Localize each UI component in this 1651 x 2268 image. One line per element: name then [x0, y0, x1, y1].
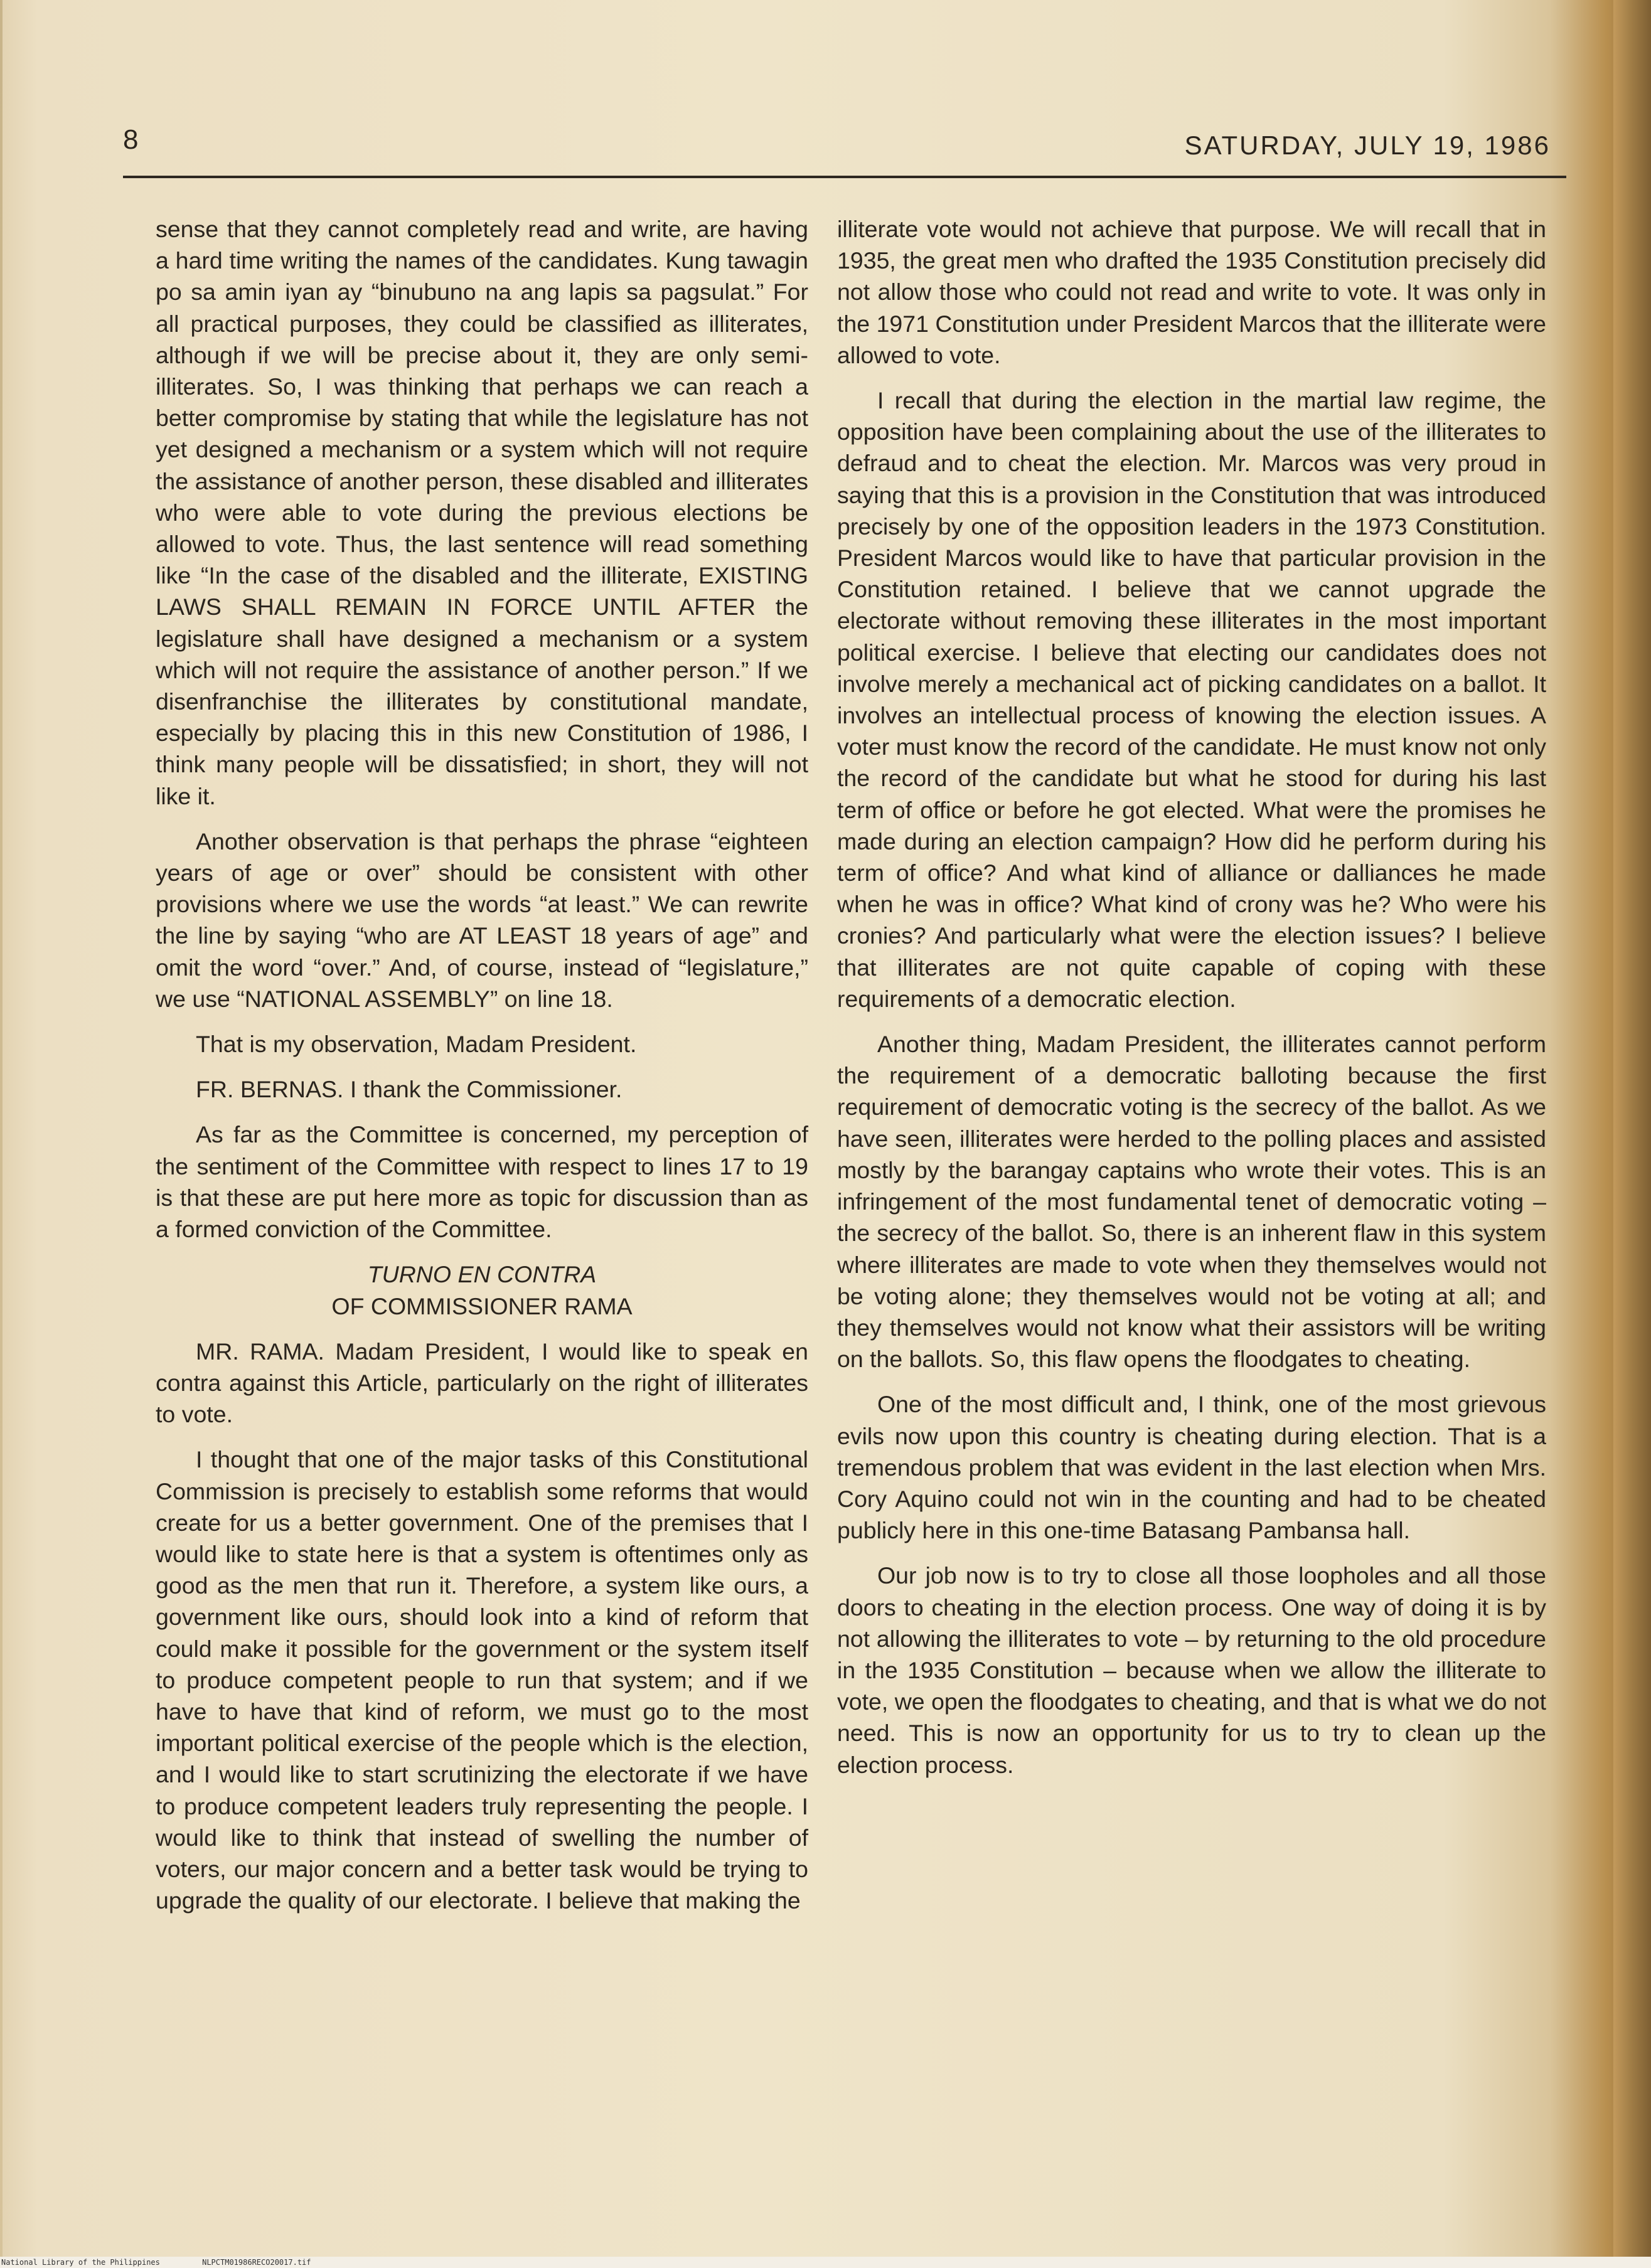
body-paragraph: FR. BERNAS. I thank the Commissioner.: [196, 1076, 622, 1103]
scan-footer: [0, 2257, 1651, 2268]
body-paragraph: I recall that during the election in the martial law regime, the opposition have been complaining about the use of the illiterates to defraud and to cheat the election. Mr. Marcos was very proud in saying that this is a provision in the Constitution that was introduced precisely by one of the opposition leaders in the 1973 Constitution. President Marcos would like to have that particular provision in the Constitution retained. I believe that we cannot upgrade the electorate without removing these illiterates in the most important political exercise. I believe that electing our candidates does not involve merely a mechanical act of picking candidates on a ballot. It involves an intellectual process of knowing the election issues. A voter must know the record of the candidate. He must know not only the record of the candidate but what he stood for during his last term of office or before he got elected. What were the promises he made during an election campaign? How did he perform during his term of office? And what kind of alliance or dalliances he made when he was in office? What kind of crony was he? Who were his cronies? And particularly what were the election issues? I believe that illiterates are not quite capable of coping with these requirements of a democratic election.: [837, 387, 1546, 1012]
header-rule: [123, 176, 1566, 178]
book-spine-shadow: [1613, 0, 1651, 2268]
body-paragraph: I thought that one of the major tasks of this Constitutional Commission is precisely to establish some reforms that would create for us a better government. One of the premises that I would like to state here is that a system is oftentimes only as good as the men that run it. Therefore, a system like ours, a government like ours, should look into a kind of reform that could make it possible for the government or the system itself to produce competent people to run that system; and if we have to have that kind of reform, we must go to the most important political exercise of the people which is the election, and I would like to start scrutinizing the electorate if we have to produce competent leaders truly representing the people. I would like to think that instead of swelling the number of voters, our major concern and a better task would be trying to upgrade the quality of our electorate. I believe that making the: [156, 1446, 808, 1914]
left-column: [156, 213, 808, 1930]
section-heading: TURNO EN CONTRA: [367, 1261, 597, 1288]
right-column: [837, 213, 1546, 1794]
body-paragraph: Another observation is that perhaps the phrase “eighteen years of age or over” should be consistent with other provisions where we use the words “at least.” We can rewrite the line by saying “who are AT LEAST 18 years of age” and omit the word “over.” And, of course, instead of “legislature,” we use “NATIONAL ASSEMBLY” on line 18.: [156, 828, 808, 1012]
body-paragraph: Our job now is to try to close all those loopholes and all those doors to cheating in the election process. One way of doing it is by not allowing the illiterates to vote – by returning to the old procedure in the 1935 Constitution – because when we allow the illiterate to vote, we open the floodgates to cheating, and that is what we do not need. This is now an opportunity for us to try to clean up the election process.: [837, 1562, 1546, 1778]
page-date: SATURDAY, JULY 19, 1986: [1184, 130, 1551, 160]
footer-library: National Library of the Philippines: [1, 2258, 160, 2267]
body-paragraph: One of the most difficult and, I think, one of the most grievous evils now upon this country is cheating during election. That is a tremendous problem that was evident in the last election when Mrs. Cory Aquino could not win in the counting and had to be cheated publicly here in this one-time Batasang Pambansa hall.: [837, 1391, 1546, 1544]
section-heading: OF COMMISSIONER RAMA: [331, 1292, 633, 1319]
body-paragraph: MR. RAMA. Madam President, I would like to speak en contra against this Article, particularly on the right of illiterates to vote.: [156, 1338, 808, 1428]
page-edge: [0, 0, 3, 2268]
footer-filename: NLPCTM01986RECO20017.tif: [202, 2258, 311, 2267]
body-paragraph: Another thing, Madam President, the illiterates cannot perform the requirement of a democratic balloting because the first requirement of democratic voting is the secrecy of the ballot. As we have seen, illiterates were herded to the polling places and assisted mostly by the barangay captains who wrote their votes. This is an infringement of the most fundamental tenet of democratic voting – the secrecy of the ballot. So, there is an inherent flaw in this system where illiterates are made to vote when they themselves would not be voting alone; they themselves would not be voting at all; and they themselves would not know what their assistors will be writing on the ballots. So, this flaw opens the floodgates to cheating.: [837, 1031, 1546, 1373]
body-paragraph: illiterate vote would not achieve that purpose. We will recall that in 1935, the great men who drafted the 1935 Constitution precisely did not allow those who could not read and write to vote. It was only in the 1971 Constitution under President Marcos that the illiterate were allowed to vote.: [837, 216, 1546, 368]
page-number: 8: [123, 124, 139, 155]
body-paragraph: sense that they cannot completely read and write, are having a hard time writing the names of the candidates. Kung tawagin po sa amin iyan ay “binubuno na ang lapis sa pagsulat.” For all practical purposes, they could be classified as illiterates, although if we will be precise about it, they are only semi-illiterates. So, I was thinking that perhaps we can reach a better compromise by stating that while the legislature has not yet designed a mechanism or a system which will not require the assistance of another person, these disabled and illiterates who were able to vote during the previous elections be allowed to vote. Thus, the last sentence will read something like “In the case of the disabled and the illiterate, EXISTING LAWS SHALL REMAIN IN FORCE UNTIL AFTER the legislature shall have designed a mechanism or a system which will not require the assistance of another person.” If we disenfranchise the illiterates by constitutional mandate, especially by placing this in this new Constitution of 1986, I think many people will be dissatisfied; in short, they will not like it.: [156, 216, 808, 809]
body-paragraph: As far as the Committee is concerned, my perception of the sentiment of the Committee with respect to lines 17 to 19 is that these are put here more as topic for discussion than as a formed conviction of the Committee.: [156, 1121, 808, 1243]
body-paragraph: That is my observation, Madam President.: [196, 1031, 637, 1058]
